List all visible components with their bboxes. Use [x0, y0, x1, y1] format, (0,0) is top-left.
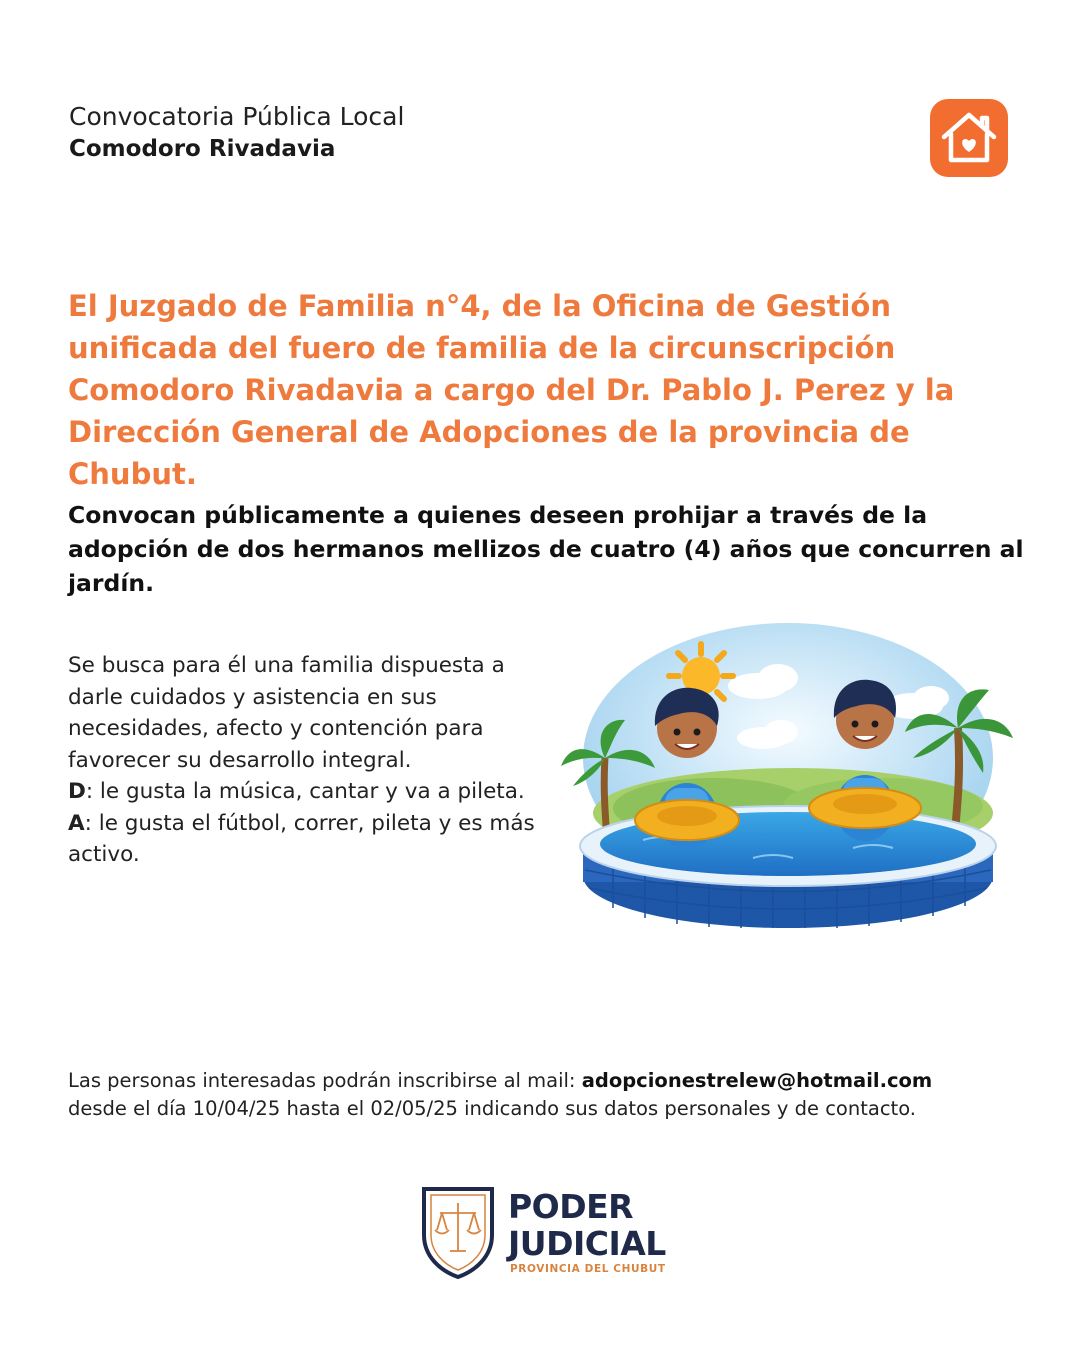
logo-text-judicial: JUDICIAL [508, 1224, 666, 1263]
logo-subtitle: PROVINCIA DEL CHUBUT [510, 1263, 666, 1275]
child-d-label: D [68, 779, 86, 804]
child-d-text: : le gusta la música, cantar y va a pileta. [85, 779, 525, 804]
header-line-city: Comodoro Rivadavia [69, 136, 336, 162]
call-paragraph: Convocan públicamente a quienes deseen prohijar a través de la adopción de dos hermanos mellizos de cuatro (4) años que concurren al jardín. [68, 501, 1024, 597]
child-d-line [68, 776, 558, 808]
contact-paragraph [68, 1067, 1028, 1123]
child-a-label: A [68, 810, 85, 836]
description-block [68, 650, 558, 871]
lead-paragraph: El Juzgado de Familia n°4, de la Oficina de Gestión unificada del fuero de familia de la circunscripción Comodoro Rivadavia a cargo del Dr. Pablo J. Perez y la Dirección General de Adopciones de la provincia de Chubut. [68, 289, 955, 491]
twins-pool-illustration [553, 608, 1018, 966]
header-line-convocatoria: Convocatoria Pública Local [69, 102, 405, 131]
house-heart-icon [930, 99, 1008, 177]
contact-prefix: Las personas interesadas podrán inscribirse al mail: [68, 1069, 582, 1092]
description-intro: Se busca para él una familia dispuesta a darle cuidados y asistencia en sus necesidades, afecto y contención para favorecer su desarrollo integral. [68, 653, 505, 773]
contact-suffix: desde el día 10/04/25 hasta el 02/05/25 indicando sus datos personales y de contacto. [68, 1097, 916, 1120]
logo-text-poder: PODER [508, 1187, 634, 1226]
scales-of-justice-shield-icon [420, 1185, 496, 1280]
child-a-line [68, 808, 558, 871]
child-a-text: : le gusta el fútbol, correr, pileta y es más activo. [68, 810, 535, 867]
contact-email-link[interactable]: adopcionestrelew@hotmail.com [581, 1069, 933, 1092]
